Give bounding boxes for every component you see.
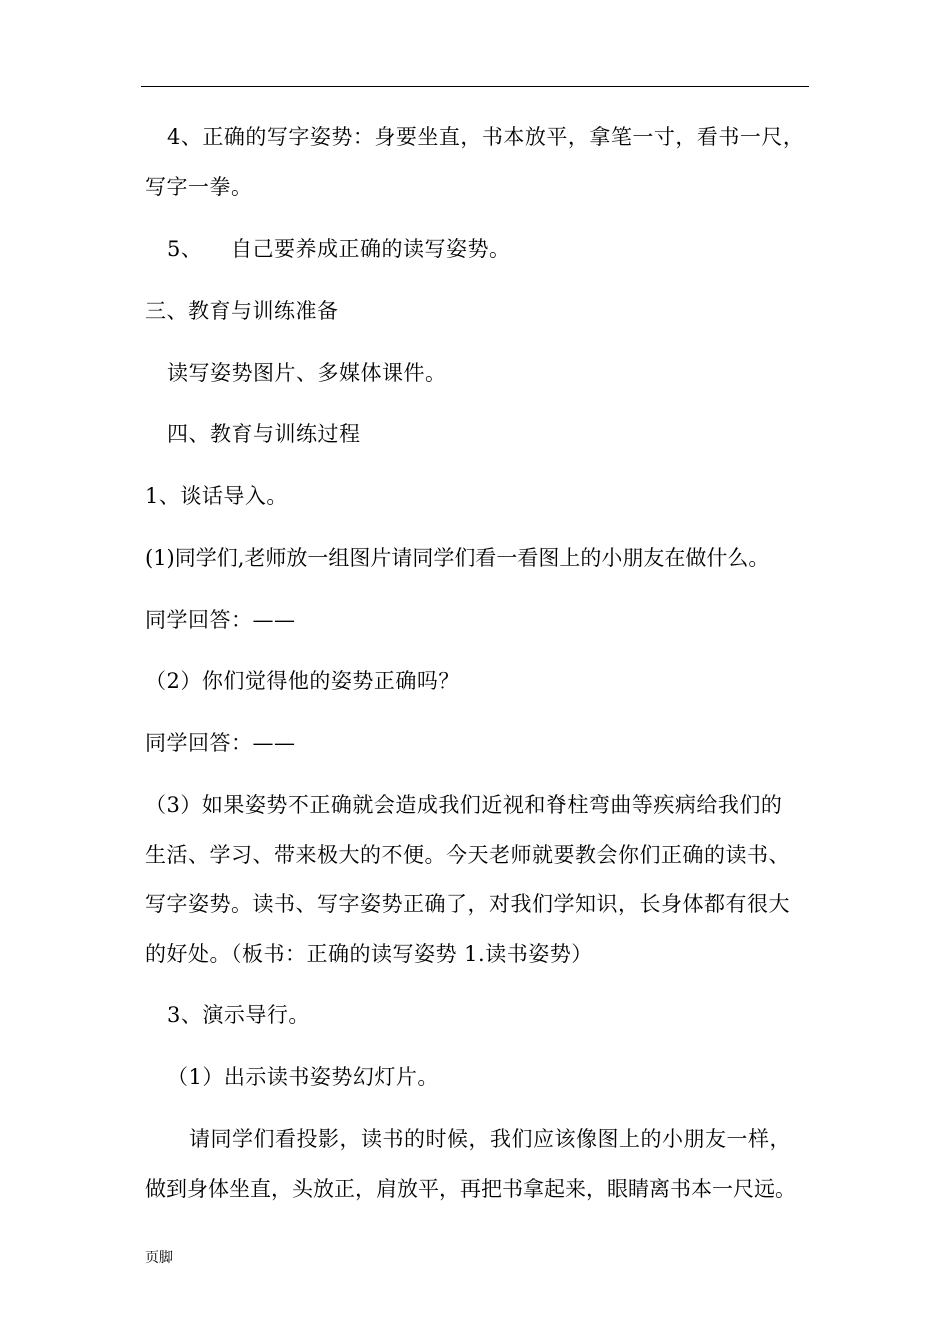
header-rule <box>141 86 809 87</box>
paragraph-line: 请同学们看投影，读书的时候，我们应该像图上的小朋友一样， <box>189 1127 791 1151</box>
paragraph-line: 同学回答：—— <box>145 608 296 632</box>
paragraph-line: （2）你们觉得他的姿势正确吗？ <box>145 669 460 693</box>
paragraph-line: 同学回答：—— <box>145 731 296 755</box>
paragraph-line: (1)同学们,老师放一组图片请同学们看一看图上的小朋友在做什么。 <box>145 546 770 570</box>
paragraph-line: 的好处。（板书：正确的读写姿势 1.读书姿势） <box>145 942 593 966</box>
paragraph-line: 4、正确的写字姿势：身要坐直，书本放平，拿笔一寸，看书一尺， <box>167 125 805 149</box>
paragraph-line: 1、谈话导入。 <box>145 484 288 508</box>
paragraph-line: 读写姿势图片、多媒体课件。 <box>167 361 447 385</box>
section-heading: 四、教育与训练过程 <box>167 422 361 446</box>
paragraph-line: 5、 自己要养成正确的读写姿势。 <box>167 237 511 261</box>
paragraph-line: 3、演示导行。 <box>167 1003 310 1027</box>
page-footer: 页脚 <box>145 1250 173 1266</box>
section-heading: 三、教育与训练准备 <box>145 299 339 323</box>
paragraph-line: （3）如果姿势不正确就会造成我们近视和脊柱弯曲等疾病给我们的 <box>145 793 783 817</box>
paragraph-line: 生活、学习、带来极大的不便。今天老师就要教会你们正确的读书、 <box>145 843 790 867</box>
paragraph-line: 做到身体坐直，头放正，肩放平，再把书拿起来，眼睛离书本一尺远。 <box>145 1177 796 1201</box>
paragraph-line: 写字姿势。读书、写字姿势正确了，对我们学知识，长身体都有很大 <box>145 892 790 916</box>
paragraph-line: （1）出示读书姿势幻灯片。 <box>167 1065 439 1089</box>
paragraph-line: 写字一拳。 <box>145 175 253 199</box>
